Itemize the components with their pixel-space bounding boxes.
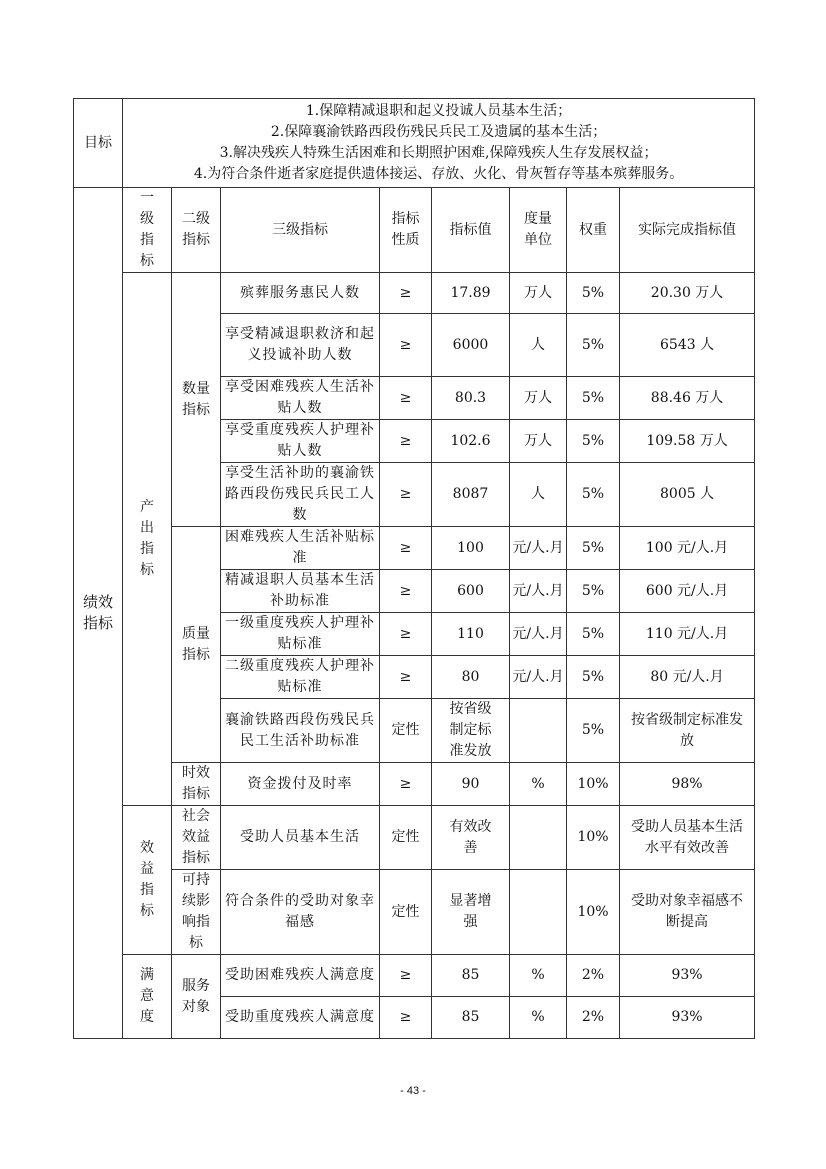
indicator-name: 受助困难残疾人满意度 <box>221 955 380 997</box>
table-row <box>74 527 755 570</box>
goals-list <box>123 99 755 188</box>
group-service: 服务对象 <box>172 955 221 1039</box>
indicator-unit <box>510 806 567 870</box>
indicator-actual: 88.46 万人 <box>620 377 755 420</box>
indicator-name: 享受生活补助的襄渝铁路西段伤残民兵民工人数 <box>221 463 380 527</box>
indicator-target: 85 <box>432 997 510 1039</box>
indicator-target: 90 <box>432 763 510 806</box>
indicator-target: 600 <box>432 570 510 613</box>
header-row <box>74 188 755 273</box>
indicator-nature: ≥ <box>380 377 432 420</box>
indicator-weight: 5% <box>567 377 620 420</box>
indicator-unit: 元/人.月 <box>510 613 567 656</box>
indicator-name: 一级重度残疾人护理补贴标准 <box>221 613 380 656</box>
group-social: 社会效益指标 <box>172 806 221 870</box>
indicator-nature: ≥ <box>380 656 432 699</box>
indicator-target: 85 <box>432 955 510 997</box>
indicator-weight: 5% <box>567 656 620 699</box>
indicator-target: 6000 <box>432 314 510 377</box>
indicator-name: 符合条件的受助对象幸福感 <box>221 870 380 955</box>
group-satisfaction: 满意度 <box>123 955 172 1039</box>
indicator-nature: 定性 <box>380 806 432 870</box>
indicator-nature: ≥ <box>380 314 432 377</box>
header-unit: 度量单位 <box>510 188 567 273</box>
indicator-name: 资金拨付及时率 <box>221 763 380 806</box>
indicator-unit <box>510 870 567 955</box>
performance-label: 绩效指标 <box>74 188 123 1039</box>
indicator-name: 困难残疾人生活补贴标准 <box>221 527 380 570</box>
indicator-nature: ≥ <box>380 273 432 314</box>
indicator-actual: 6543 人 <box>620 314 755 377</box>
indicator-target: 80.3 <box>432 377 510 420</box>
indicator-unit: % <box>510 955 567 997</box>
indicator-unit: 元/人.月 <box>510 656 567 699</box>
header-level1: 一级指标 <box>123 188 172 273</box>
header-target: 指标值 <box>432 188 510 273</box>
indicator-weight: 5% <box>567 527 620 570</box>
indicator-name: 享受困难残疾人生活补贴人数 <box>221 377 380 420</box>
indicator-actual: 100 元/人.月 <box>620 527 755 570</box>
header-nature: 指标性质 <box>380 188 432 273</box>
indicator-unit: 元/人.月 <box>510 570 567 613</box>
indicator-weight: 5% <box>567 314 620 377</box>
group-sustain: 可持续影响指标 <box>172 870 221 955</box>
table-row <box>74 955 755 997</box>
indicator-unit: % <box>510 997 567 1039</box>
header-level3: 三级指标 <box>221 188 380 273</box>
indicator-name: 享受精减退职救济和起义投诚补助人数 <box>221 314 380 377</box>
indicator-target: 显著增强 <box>432 870 510 955</box>
indicator-unit: 万人 <box>510 420 567 463</box>
indicator-nature: ≥ <box>380 763 432 806</box>
indicator-unit: 万人 <box>510 273 567 314</box>
goal-item: 2.保障襄渝铁路西段伤残民兵民工及遗属的基本生活； <box>270 124 607 140</box>
page-number: - 43 - <box>400 1085 426 1097</box>
indicator-nature: ≥ <box>380 463 432 527</box>
table-row <box>74 870 755 955</box>
goals-label: 目标 <box>74 99 123 188</box>
indicator-actual: 110 元/人.月 <box>620 613 755 656</box>
indicator-target: 有效改善 <box>432 806 510 870</box>
goal-item: 4.为符合条件逝者家庭提供遗体接运、存放、火化、骨灰暂存等基本殡葬服务。 <box>193 166 684 182</box>
indicator-actual: 93% <box>620 997 755 1039</box>
table-row <box>74 763 755 806</box>
indicator-actual: 受助对象幸福感不断提高 <box>620 870 755 955</box>
indicator-name: 殡葬服务惠民人数 <box>221 273 380 314</box>
indicator-unit: % <box>510 763 567 806</box>
indicator-target: 17.89 <box>432 273 510 314</box>
group-benefit: 效益指标 <box>123 806 172 955</box>
indicator-unit: 人 <box>510 314 567 377</box>
indicator-nature: ≥ <box>380 527 432 570</box>
indicator-weight: 5% <box>567 570 620 613</box>
indicator-nature: ≥ <box>380 613 432 656</box>
indicator-weight: 5% <box>567 273 620 314</box>
indicator-actual: 8005 人 <box>620 463 755 527</box>
indicator-actual: 98% <box>620 763 755 806</box>
indicator-name: 襄渝铁路西段伤残民兵民工生活补助标准 <box>221 699 380 763</box>
indicator-actual: 受助人员基本生活水平有效改善 <box>620 806 755 870</box>
indicator-weight: 10% <box>567 870 620 955</box>
indicator-target: 80 <box>432 656 510 699</box>
indicator-unit <box>510 699 567 763</box>
indicator-nature: 定性 <box>380 870 432 955</box>
indicator-weight: 5% <box>567 699 620 763</box>
indicator-name: 精减退职人员基本生活补助标准 <box>221 570 380 613</box>
indicator-weight: 5% <box>567 463 620 527</box>
goal-item: 3.解决残疾人特殊生活困难和长期照护困难,保障残疾人生存发展权益； <box>219 145 658 161</box>
indicator-weight: 5% <box>567 420 620 463</box>
indicator-name: 受助重度残疾人满意度 <box>221 997 380 1039</box>
table-row <box>74 806 755 870</box>
indicator-weight: 2% <box>567 955 620 997</box>
indicator-name: 受助人员基本生活 <box>221 806 380 870</box>
indicator-actual: 93% <box>620 955 755 997</box>
indicator-target: 按省级制定标准发放 <box>432 699 510 763</box>
group-timeliness: 时效指标 <box>172 763 221 806</box>
header-weight: 权重 <box>567 188 620 273</box>
indicator-weight: 10% <box>567 763 620 806</box>
indicator-name: 二级重度残疾人护理补贴标准 <box>221 656 380 699</box>
indicator-actual: 109.58 万人 <box>620 420 755 463</box>
indicator-nature: ≥ <box>380 997 432 1039</box>
header-level2: 二级指标 <box>172 188 221 273</box>
indicator-actual: 按省级制定标准发放 <box>620 699 755 763</box>
indicator-target: 110 <box>432 613 510 656</box>
indicator-actual: 20.30 万人 <box>620 273 755 314</box>
goal-item: 1.保障精减退职和起义投诚人员基本生活； <box>305 103 572 119</box>
indicator-weight: 2% <box>567 997 620 1039</box>
group-quality: 质量指标 <box>172 527 221 763</box>
indicator-unit: 人 <box>510 463 567 527</box>
indicator-target: 100 <box>432 527 510 570</box>
header-actual: 实际完成指标值 <box>620 188 755 273</box>
group-quantity: 数量指标 <box>172 273 221 527</box>
goals-row <box>74 99 755 188</box>
indicator-target: 8087 <box>432 463 510 527</box>
indicator-nature: ≥ <box>380 420 432 463</box>
indicator-unit: 元/人.月 <box>510 527 567 570</box>
indicator-nature: ≥ <box>380 955 432 997</box>
indicator-unit: 万人 <box>510 377 567 420</box>
indicator-target: 102.6 <box>432 420 510 463</box>
indicator-actual: 600 元/人.月 <box>620 570 755 613</box>
table-row <box>74 273 755 314</box>
performance-table <box>73 98 755 1039</box>
indicator-weight: 5% <box>567 613 620 656</box>
indicator-nature: 定性 <box>380 699 432 763</box>
indicator-name: 享受重度残疾人护理补贴人数 <box>221 420 380 463</box>
indicator-nature: ≥ <box>380 570 432 613</box>
indicator-weight: 10% <box>567 806 620 870</box>
group-output: 产出指标 <box>123 273 172 806</box>
indicator-actual: 80 元/人.月 <box>620 656 755 699</box>
